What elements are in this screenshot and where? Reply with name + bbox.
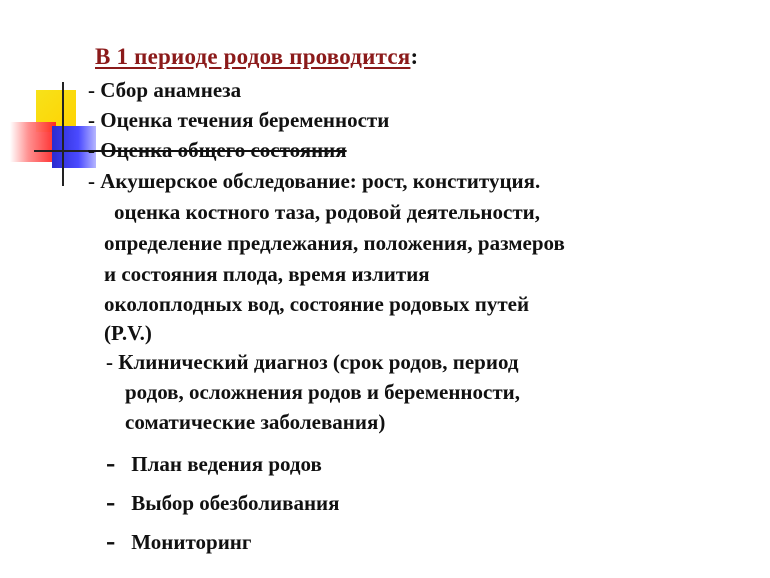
- list-item-clinical-diagnosis: - Клинический диагноз (срок родов, период: [106, 350, 519, 374]
- list-item-obstetric-exam-cont-3: и состояния плода, время излития: [104, 262, 430, 286]
- red-square-decoration: [10, 122, 56, 162]
- list-item-general-condition: - Оценка общего состояния: [88, 138, 347, 162]
- list-item-obstetric-exam-cont-1: оценка костного таза, родовой деятельности,: [114, 200, 541, 224]
- list-item-delivery-plan-text: План ведения родов: [131, 452, 322, 476]
- list-item-anesthesia-choice-text: Выбор обезболивания: [131, 491, 340, 515]
- dash-marker: -: [106, 526, 116, 557]
- list-item-anesthesia-choice: [106, 489, 340, 517]
- list-item-monitoring: [106, 528, 251, 556]
- slide-title-text: В 1 периоде родов проводится: [95, 44, 411, 69]
- list-item-delivery-plan: [106, 450, 322, 478]
- list-item-clinical-diagnosis-cont-2: соматические заболевания): [125, 410, 386, 434]
- list-item-obstetric-exam-cont-5: (P.V.): [104, 321, 152, 345]
- slide-title-colon: :: [410, 44, 419, 69]
- dash-marker: -: [106, 448, 116, 479]
- slide-title: [95, 44, 418, 70]
- list-item-pregnancy-course: - Оценка течения беременности: [88, 108, 390, 132]
- list-item-obstetric-exam-cont-4: околоплодных вод, состояние родовых путей: [104, 292, 530, 316]
- list-item-monitoring-text: Мониторинг: [131, 530, 252, 554]
- dash-marker: -: [106, 487, 116, 518]
- list-item-obstetric-exam-cont-2: определение предлежания, положения, размеров: [104, 231, 565, 255]
- list-item-obstetric-exam: - Акушерское обследование: рост, конституция.: [88, 169, 541, 193]
- vertical-line-decoration: [62, 82, 64, 186]
- list-item-clinical-diagnosis-cont-1: родов, осложнения родов и беременности,: [125, 380, 521, 404]
- list-item-anamnesis: - Сбор анамнеза: [88, 78, 242, 102]
